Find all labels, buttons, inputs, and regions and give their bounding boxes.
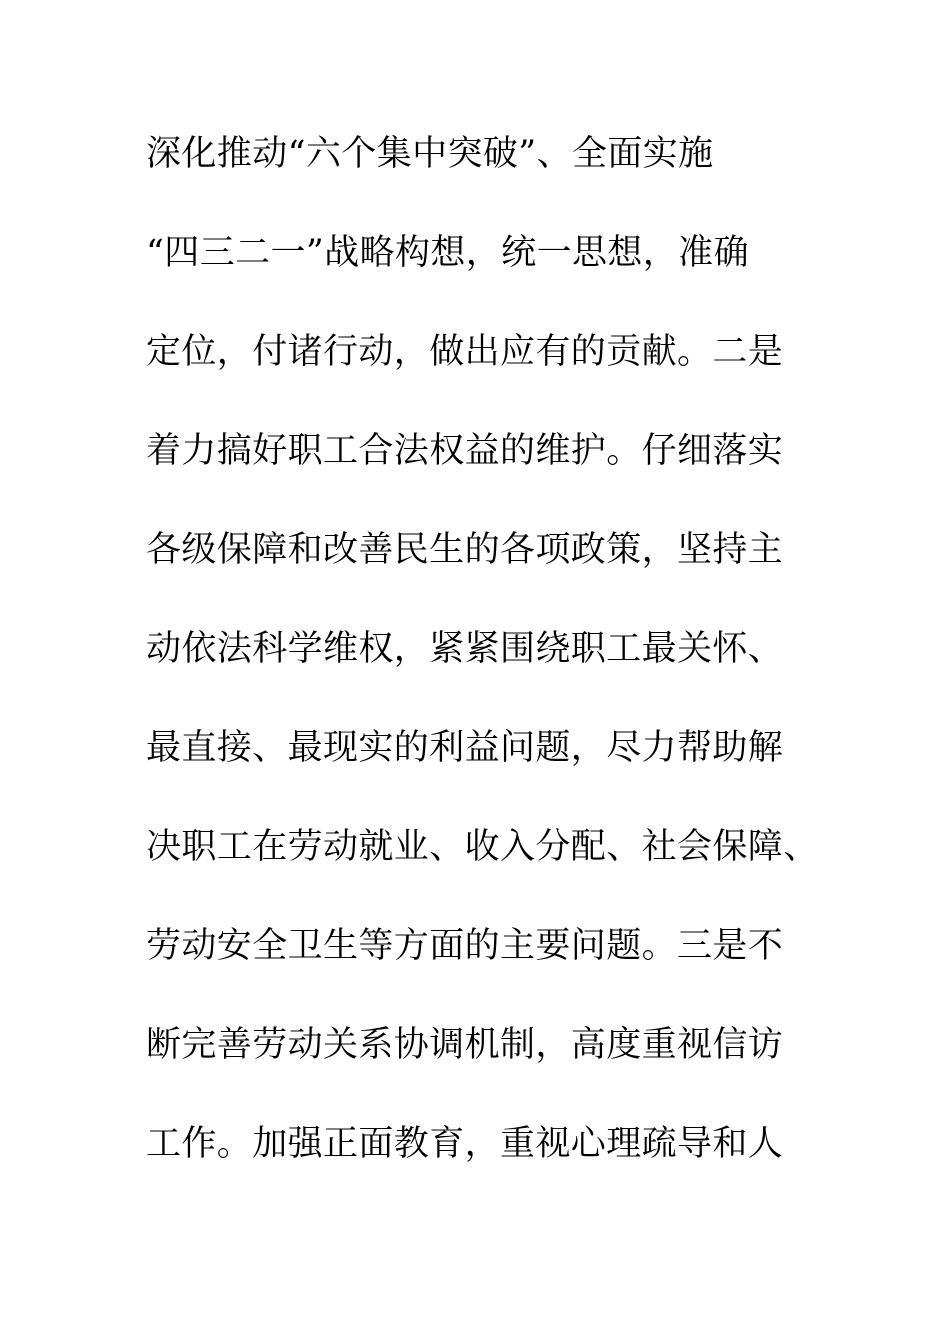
text-line: 劳动安全卫生等方面的主要问题。三是不 (146, 926, 784, 966)
text-line: 深化推动“六个集中突破”、全面实施 (146, 134, 714, 174)
text-line: “四三二一”战略构想，统一思想，准确 (146, 233, 749, 273)
text-line: 各级保障和改善民生的各项政策，坚持主 (146, 530, 784, 570)
body-text (146, 125, 836, 1214)
text-line: 动依法科学维权，紧紧围绕职工最关怀、 (146, 629, 784, 669)
text-line: 工作。加强正面教育，重视心理疏导和人 (146, 1124, 784, 1164)
text-line: 断完善劳动关系协调机制，高度重视信访 (146, 1025, 784, 1065)
text-line: 着力搞好职工合法权益的维护。仔细落实 (146, 431, 784, 471)
text-line: 最直接、最现实的利益问题，尽力帮助解 (146, 728, 784, 768)
text-line: 定位，付诸行动，做出应有的贡献。二是 (146, 332, 784, 372)
text-line: 决职工在劳动就业、收入分配、社会保障、 (146, 827, 819, 867)
